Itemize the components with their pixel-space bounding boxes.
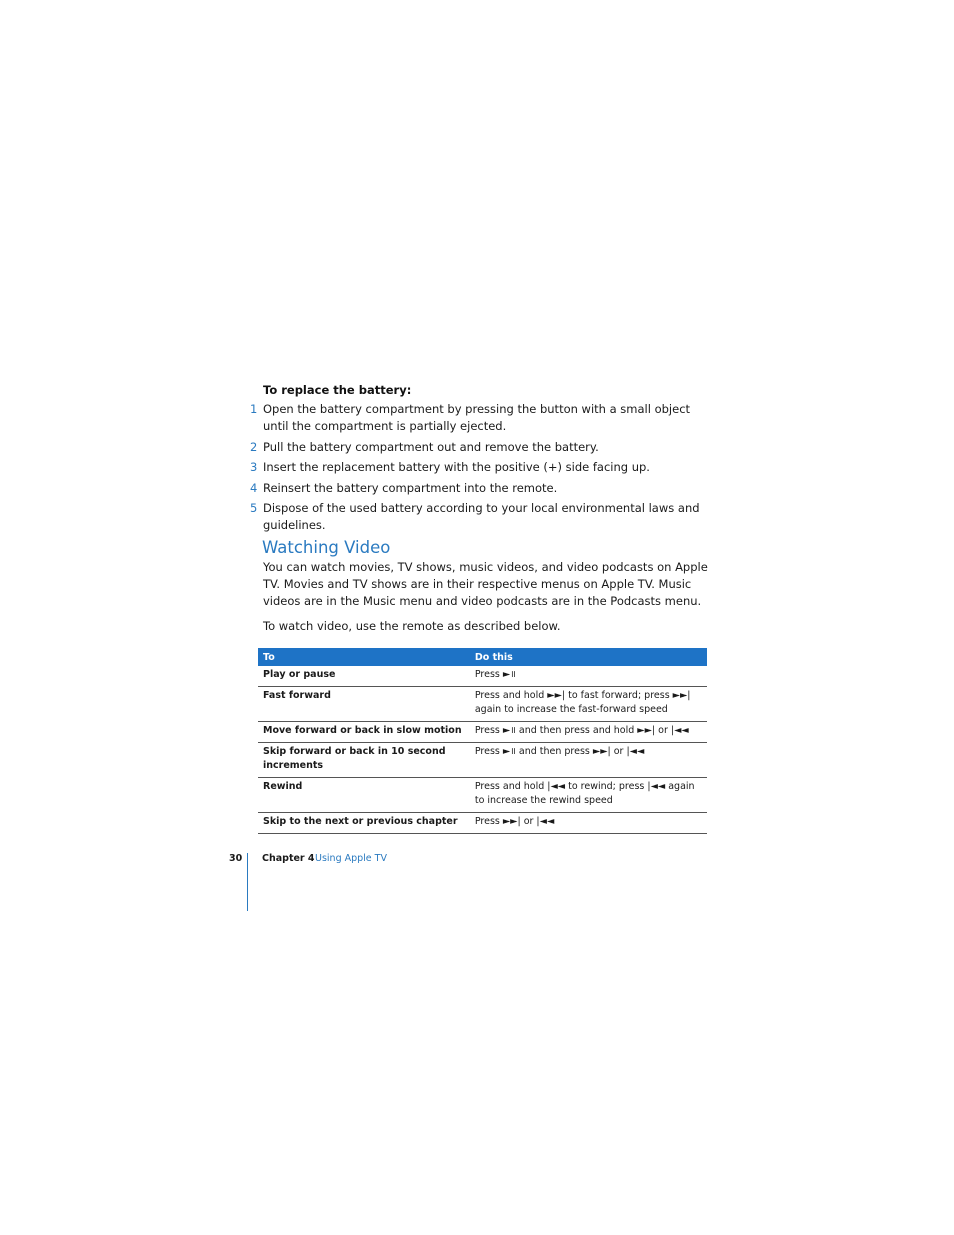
table-cell-instruction: Press ►॥ and then press ►►| or |◄◄ xyxy=(470,743,707,778)
footer-divider xyxy=(247,853,248,911)
table-cell-action: Move forward or back in slow motion xyxy=(258,722,470,743)
step-text: Open the battery compartment by pressing the button with a small object until the compartment is partially ejected. xyxy=(263,402,691,433)
table-row xyxy=(258,778,707,813)
table-header-row xyxy=(258,648,707,666)
list-item xyxy=(246,439,716,456)
footer-chapter-label: Chapter 4 xyxy=(262,853,315,864)
battery-subhead: To replace the battery: xyxy=(263,383,412,397)
list-item xyxy=(246,401,716,435)
table-cell-action: Skip to the next or previous chapter xyxy=(258,813,470,834)
table-cell-instruction: Press ►►| or |◄◄ xyxy=(470,813,707,834)
table-row xyxy=(258,722,707,743)
step-number: 5 xyxy=(250,501,258,515)
list-item xyxy=(246,500,716,534)
list-item xyxy=(246,480,716,497)
table-cell-instruction: Press ►॥ xyxy=(470,666,707,687)
remote-controls-table xyxy=(258,648,707,834)
column-header-do-this: Do this xyxy=(470,648,707,666)
table-cell-action: Rewind xyxy=(258,778,470,813)
section-title: Watching Video xyxy=(262,538,391,557)
intro-paragraph: You can watch movies, TV shows, music videos, and video podcasts on Apple TV. Movies and TV shows are in their respective menus on Apple TV. Music videos are in the Music menu and video podcasts are in the Podcasts menu. xyxy=(263,560,708,608)
table-row xyxy=(258,666,707,687)
table-cell-action: Play or pause xyxy=(258,666,470,687)
table-cell-action: Fast forward xyxy=(258,687,470,722)
list-item xyxy=(246,459,716,476)
battery-steps-list xyxy=(246,401,716,538)
table-cell-action: Skip forward or back in 10 second increments xyxy=(258,743,470,778)
column-header-to: To xyxy=(258,648,470,666)
table-row xyxy=(258,813,707,834)
step-text: Dispose of the used battery according to your local environmental laws and guidelines. xyxy=(263,501,700,532)
intro-paragraph: To watch video, use the remote as described below. xyxy=(263,619,561,633)
table-cell-instruction: Press and hold |◄◄ to rewind; press |◄◄ again to increase the rewind speed xyxy=(470,778,707,813)
step-text: Reinsert the battery compartment into the remote. xyxy=(263,480,558,495)
video-intro xyxy=(263,559,713,643)
table-cell-instruction: Press and hold ►►| to fast forward; press ►►| again to increase the fast-forward speed xyxy=(470,687,707,722)
step-number: 3 xyxy=(250,460,258,474)
page-number: 30 xyxy=(229,853,243,864)
step-text: Pull the battery compartment out and remove the battery. xyxy=(263,439,599,454)
step-number: 1 xyxy=(250,402,258,416)
step-number: 4 xyxy=(250,480,258,495)
step-text: Insert the replacement battery with the positive (+) side facing up. xyxy=(263,460,650,474)
table-cell-instruction: Press ►॥ and then press and hold ►►| or |◄◄ xyxy=(470,722,707,743)
step-number: 2 xyxy=(250,439,258,454)
table-row xyxy=(258,743,707,778)
footer-chapter-title: Using Apple TV xyxy=(315,853,387,864)
table-row xyxy=(258,687,707,722)
